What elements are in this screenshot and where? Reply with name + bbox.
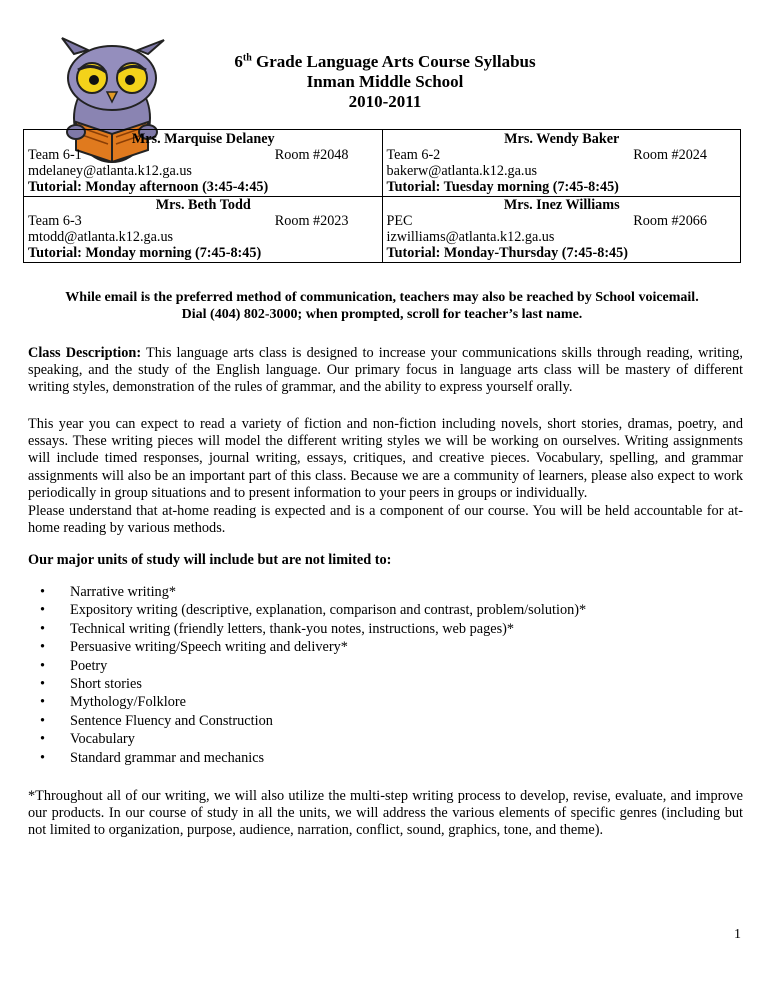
teacher-tutorial: Tutorial: Monday morning (7:45-8:45) [28, 245, 262, 261]
teacher-tutorial: Tutorial: Monday-Thursday (7:45-8:45) [386, 245, 628, 261]
list-item: • Sentence Fluency and Construction [40, 712, 273, 729]
teacher-name: Mrs. Inez Williams [503, 197, 620, 213]
bullet-icon: • [40, 602, 46, 619]
home-reading-paragraph: Please understand that at-home reading is expected and is a component of our course. You will be held accountable for at-home reading by various methods. [28, 503, 743, 537]
page-number: 1 [734, 927, 741, 942]
teacher-team: Team 6-3 [28, 213, 82, 229]
bullet-icon: • [40, 712, 46, 729]
list-item: • Short stories [40, 676, 142, 693]
teacher-tutorial: Tutorial: Tuesday morning (7:45-8:45) [386, 179, 619, 195]
list-item: • Poetry [40, 657, 108, 674]
teacher-tutorial: Tutorial: Monday afternoon (3:45-4:45) [28, 179, 269, 195]
bullet-icon: • [40, 620, 46, 637]
teacher-cell-left [24, 130, 383, 263]
units-heading: Our major units of study will include but are not limited to: [28, 552, 392, 568]
writing-process-footnote: *Throughout all of our writing, we will also utilize the multi-step writing process to develop, revise, evaluate, and improve our products. In our course of study in all the units, we will address the various elements of specific genres (including but not limited to organization, purpose, audience, narration, conflict, sound, graphics, tone, and theme). [28, 788, 743, 839]
teacher-email[interactable]: izwilliams@atlanta.k12.ga.us [386, 229, 555, 245]
teacher-room: Room #2024 [633, 147, 707, 163]
teacher-room: Room #2048 [274, 147, 349, 163]
bullet-icon: • [40, 676, 46, 693]
bullet-icon: • [40, 749, 46, 766]
bullet-icon: • [40, 657, 46, 674]
bullet-icon: • [40, 731, 46, 748]
teacher-contact-table [23, 129, 741, 263]
notice-line-1: While email is the preferred method of communication, teachers may also be reached by School voicemail. [65, 290, 699, 305]
teacher-email[interactable]: mtodd@atlanta.k12.ga.us [28, 229, 174, 245]
teacher-email[interactable]: mdelaney@atlanta.k12.ga.us [28, 163, 192, 179]
teacher-name: Mrs. Wendy Baker [504, 131, 620, 147]
teacher-team: Team 6-2 [386, 147, 441, 163]
teacher-cell-right [382, 130, 741, 263]
list-item: • Mythology/Folklore [40, 694, 186, 711]
class-description [28, 345, 743, 397]
reading-paragraph: This year you can expect to read a variety of fiction and non-fiction including novels, short stories, dramas, poetry, and essays. These writing pieces will model the different writing styles we will be working on ourselves. Writing assignments will include timed responses, journal writing, essays, critiques, and creative pieces. Vocabulary, spelling, and grammar assignments will also be an important part of this class. Because we are a community of learners, please also expect to work periodically in group situations and to present information to your peers in groups or individually. [28, 416, 743, 501]
bullet-icon: • [40, 639, 46, 656]
notice-line-2: Dial (404) 802-3000; when prompted, scroll for teacher’s last name. [181, 307, 583, 322]
school-year: 2010-2011 [348, 92, 422, 111]
description-label: Class Description: [28, 345, 142, 361]
contact-notice [23, 289, 741, 323]
list-item: • Technical writing (friendly letters, thank-you notes, instructions, web pages)* [40, 620, 515, 637]
list-item: • Narrative writing* [40, 584, 176, 600]
list-item: • Standard grammar and mechanics [40, 749, 265, 766]
bullet-icon: • [40, 694, 46, 711]
school-name: Inman Middle School [306, 72, 464, 91]
list-item: • Vocabulary [40, 731, 135, 748]
teacher-room: Room #2023 [274, 213, 349, 229]
teacher-name: Mrs. Marquise Delaney [131, 131, 275, 147]
description-text: This language arts class is designed to increase your communications skills through reading, writing, speaking, and the study of the English language. Our primary focus in language arts class will be mastery of different writing styles, demonstration of the rules of grammar, and the ability to express yourself orally. [28, 345, 743, 396]
list-item: • Expository writing (descriptive, explanation, comparison and contrast, problem/solution)* [40, 602, 587, 619]
teacher-team: Team 6-1 [28, 147, 82, 163]
course-title: 6th Grade Language Arts Course Syllabus [234, 52, 536, 71]
syllabus-title [190, 52, 580, 112]
teacher-room: Room #2066 [633, 213, 707, 229]
list-item: • Persuasive writing/Speech writing and delivery* [40, 639, 348, 656]
teacher-team: PEC [386, 213, 413, 229]
bullet-icon: • [40, 584, 46, 600]
units-list [28, 583, 743, 767]
teacher-email[interactable]: bakerw@atlanta.k12.ga.us [386, 163, 538, 179]
teacher-name: Mrs. Beth Todd [155, 197, 251, 213]
